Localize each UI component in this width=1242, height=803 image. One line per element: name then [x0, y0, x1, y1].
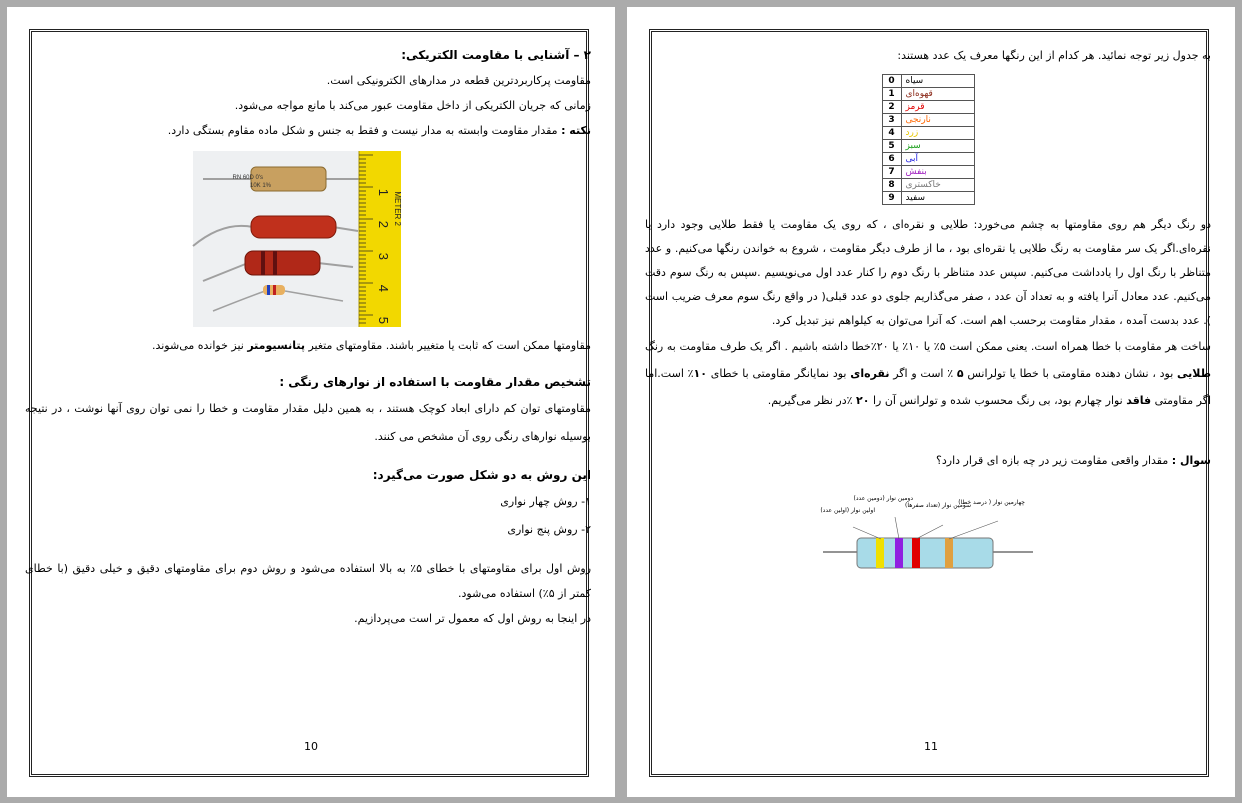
band-label-3: سومین نوار (تعداد صفرها) [905, 502, 971, 509]
color-name: آبی [901, 153, 974, 166]
color-name: سبز [901, 140, 974, 153]
text-span: ٪ است.اما اگر مقاومتی [645, 367, 1211, 407]
color-digit: 2 [882, 101, 901, 114]
text-span: نوار چهارم بود، بی رنگ محسوب شده و تولرانس آن را [869, 394, 1127, 407]
color-digit: 0 [882, 75, 901, 88]
ruler-number: 1 [376, 188, 391, 196]
paragraph: روش اول برای مقاومتهای با خطای ۵٪ به بالا استفاده می‌شود و روش دوم برای مقاومتهای دقیق و خیلی دقیق (با خطای کمتر از ۵٪) استفاده می‌شود. [25, 562, 592, 600]
color-digit: 3 [882, 114, 901, 127]
text-span: ٪در نظر می‌گیریم. [767, 394, 857, 407]
color-name: نارنجی [901, 114, 974, 127]
ruler-number: 2 [376, 220, 391, 228]
resistor-drawing [820, 489, 1033, 579]
bold-term: ۵ [956, 367, 964, 380]
color-digit: 6 [882, 153, 901, 166]
page-number: 10 [304, 740, 318, 753]
band-label-4: چهارمین نوار ( درصد خطا) [958, 499, 1025, 506]
bold-term: ۲۰ [856, 394, 870, 407]
color-name: قرمز [901, 101, 974, 114]
color-name: خاکستری [901, 179, 974, 192]
bold-term: ۱۰ [693, 367, 707, 380]
paragraph: در اینجا به روش اول که معمول تر است می‌پردازیم. [354, 612, 591, 625]
method-item: ۱- روش چهار نواری [500, 495, 591, 508]
color-row [882, 166, 974, 179]
color-row [882, 127, 974, 140]
page-11 [627, 7, 1235, 797]
note-paragraph [25, 118, 591, 143]
section-heading: این روش به دو شکل صورت می‌گیرد: [372, 468, 591, 482]
color-row [882, 140, 974, 153]
resistors-photo [193, 151, 401, 327]
bold-term: فاقد [1126, 394, 1152, 407]
color-row [882, 75, 974, 88]
potentiometer-term: پتانسیومتر [247, 339, 305, 352]
page-10 [7, 7, 615, 797]
text-span: بود نمایانگر مقاومتی با خطای [706, 367, 851, 380]
question-label: سوال : [1171, 454, 1211, 467]
color-code-table [882, 74, 975, 205]
bold-term: طلایی [1177, 367, 1211, 380]
text-span: ساخت هر مقاومت با خطا همراه است. یعنی ممکن است ۵٪ یا ۱۰٪ یا ۲۰٪خطا داشته باشیم . اگر یک طرف مقاومت به رنگ [645, 340, 1211, 353]
color-band-2 [895, 538, 903, 568]
color-row [882, 192, 974, 205]
color-name: قهوه‌ای [901, 88, 974, 101]
ruler-number: 3 [376, 252, 391, 260]
color-row [882, 179, 974, 192]
resistors-photo-image [193, 151, 401, 327]
ruler-number: 4 [376, 284, 391, 292]
band-label-1: اولین نوار (اولین عدد) [820, 507, 875, 514]
resistor-marking: 10K 1% [249, 183, 271, 189]
color-digit: 8 [882, 179, 901, 192]
color-name: سفید [901, 192, 974, 205]
section-heading: تشخیص مقدار مقاومت با استفاده از نوارهای رنگی : [279, 375, 591, 389]
color-name: زرد [901, 127, 974, 140]
text-span: مقاومتها ممکن است که ثابت یا متغییر باشند. مقاومتهای متغیر [304, 339, 591, 352]
color-row [882, 153, 974, 166]
color-name: بنفش [901, 166, 974, 179]
color-band-1 [876, 538, 884, 568]
resistor-diagram [820, 489, 1033, 579]
color-band-3 [912, 538, 920, 568]
variable-resistor-text [25, 333, 591, 358]
text-span: نیز خوانده می‌شوند. [151, 339, 248, 352]
page-10-content [25, 43, 591, 631]
bold-term: نقره‌ای [850, 367, 890, 380]
color-digit: 7 [882, 166, 901, 179]
text-span: بود ، نشان دهنده مقاومتی با خطا یا تولرانس [963, 367, 1178, 380]
ruler-label: 2 METER [393, 191, 402, 226]
color-digit: 9 [882, 192, 901, 205]
ruler-number: 5 [376, 316, 391, 324]
color-band-4 [945, 538, 953, 568]
text-span: ٪ است و اگر [889, 367, 957, 380]
color-digit: 4 [882, 127, 901, 140]
text-line: زمانی که جریان الکتریکی از داخل مقاومت عبور می‌کند با مانع مواجه می‌شود. [234, 99, 591, 112]
band-label-2: دومین نوار (دومین عدد) [853, 495, 913, 502]
color-digit: 5 [882, 140, 901, 153]
color-row [882, 114, 974, 127]
section-heading: ۲ – آشنایی با مقاومت الکتریکی: [401, 48, 591, 62]
intro-text: به جدول زیر توجه نمائید. هر کدام از این رنگها معرف یک عدد هستند: [897, 49, 1211, 62]
tolerance-paragraph [645, 333, 1211, 414]
color-digit: 1 [882, 88, 901, 101]
resistor-marking: RN 60D 0's [232, 175, 263, 181]
color-row [882, 101, 974, 114]
page-number: 11 [924, 740, 938, 753]
method-item: ۲- روش پنج نواری [507, 523, 591, 536]
note-label: نکته : [561, 124, 591, 137]
question [645, 448, 1211, 473]
note-text: مقدار مقاومت وابسته به مدار نیست و فقط به جنس و شکل ماده مقاوم بستگی دارد. [167, 124, 562, 137]
color-name: سیاه [901, 75, 974, 88]
page-11-content [645, 43, 1211, 579]
color-row [882, 88, 974, 101]
question-text: مقدار واقعی مقاومت زیر در چه بازه ای قرار دارد؟ [936, 454, 1172, 467]
paragraph: دو رنگ دیگر هم روی مقاومتها به چشم می‌خورد: طلایی و نقره‌ای ، که روی یک مقاومت یا فقط طلایی وجود دارد یا نقره‌ای.اگر یک سر مقاومت به رنگ طلایی یا نقره‌ای بود ، ما از طرف دیگر مقاومت ، شروع به خواندن رنگها می‌کنیم. و عدد متناظر با رنگ اول را یادداشت می‌کنیم. سپس عدد متناظر با رنگ دوم را کنار عدد اول می‌نویسیم .سپس به رنگ سوم دقت می‌کنیم. عدد معادل آنرا یافته و به تعداد آن عدد ، صفر می‌گذاریم جلوی دو عدد قبلی( در واقع رنگ سوم معرف ضریب است ). عدد بدست آمده ، مقدار مقاومت برحسب اهم است. که آنرا می‌توان به کیلواهم نیز تبدیل کرد. [645, 218, 1211, 327]
paragraph: مقاومتهای توان کم دارای ابعاد کوچک هستند ، به همین دلیل مقدار مقاومت و خطا را نمی توان روی آنها نوشت ، در نتیجه بوسیله نوارهای رنگی روی آن مشخص می کنند. [25, 402, 591, 443]
text-line: مقاومت پرکاربردترین قطعه در مدارهای الکترونیکی است. [326, 74, 591, 87]
